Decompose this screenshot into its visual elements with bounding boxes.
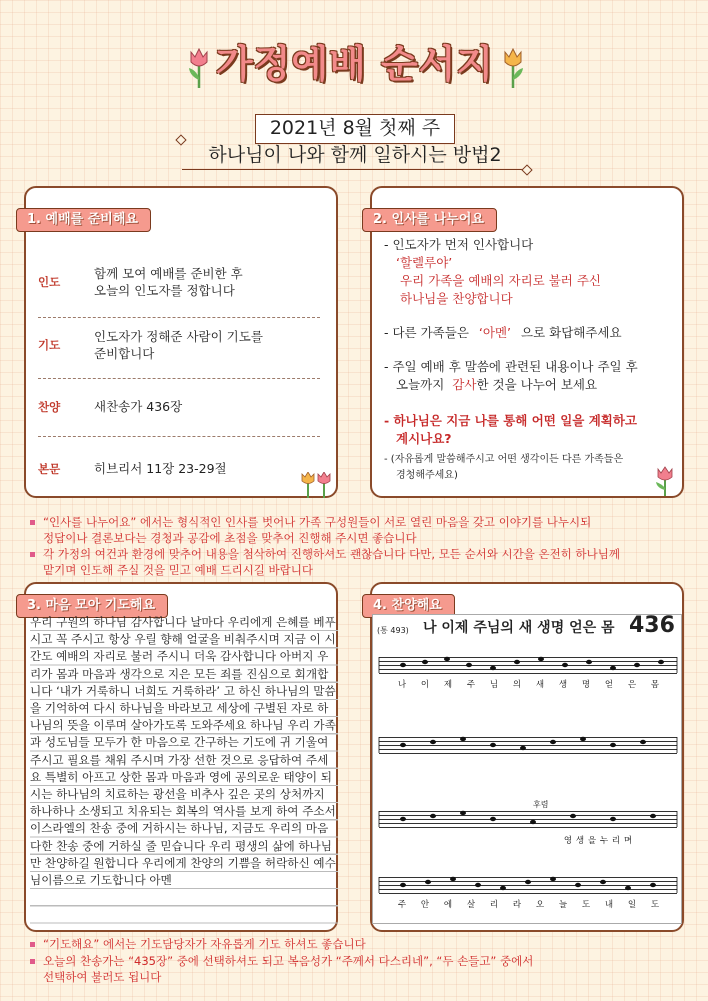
lyric-syllable: 은 <box>627 680 637 690</box>
row-label: 본문 <box>38 461 61 476</box>
lyric-syllable: 몸 <box>650 680 660 690</box>
note-text: 선택하여 불러도 됩니다 <box>43 970 162 984</box>
greeting-question: - 하나님은 지금 나를 통해 어떤 일을 계획하고 <box>384 413 638 428</box>
prepare-row <box>38 328 328 362</box>
music-notes <box>373 615 683 925</box>
lyric-syllable: 도 <box>650 900 660 910</box>
lyric-syllable: 제 <box>443 680 453 690</box>
bullet-icon <box>30 942 35 947</box>
lyric-syllable: 리 <box>611 836 621 846</box>
row-text: 오늘의 인도자를 정합니다 <box>94 283 235 298</box>
lyric-syllable: 내 <box>604 900 614 910</box>
greeting-hallelujah: ‘할렐루야’ <box>396 255 453 270</box>
lyric-syllable: 리 <box>489 900 499 910</box>
note-text: “기도해요” 에서는 기도담당자가 자유롭게 기도 하셔도 좋습니다 <box>43 937 366 951</box>
worship-theme: 하나님이 나와 함께 일하시는 방법2 <box>182 140 528 170</box>
row-text: 히브리서 11장 23-29절 <box>94 461 227 476</box>
greeting-text: - 다른 가족들은 <box>384 325 469 340</box>
tulip-icon <box>186 46 212 90</box>
row-text: 새찬송가 436장 <box>94 399 183 414</box>
thanks-highlight: 감사 <box>452 377 477 392</box>
lyric-syllable: 이 <box>420 680 430 690</box>
bullet-icon <box>30 552 35 557</box>
greeting-share-line: - 주일 예배 후 말씀에 관련된 내용이나 주일 후 <box>384 359 638 374</box>
greeting-note: 경청해주세요) <box>396 470 458 481</box>
amen-highlight: ‘아멘’ <box>478 325 512 340</box>
lyric-syllable: 며 <box>623 836 633 846</box>
greeting-text: 오늘까지 <box>396 377 445 392</box>
lyric-syllable: 얻 <box>604 680 614 690</box>
tulip-icon <box>654 466 676 496</box>
divider <box>38 317 320 318</box>
lyric-syllable: 생 <box>558 680 568 690</box>
note-text: 오늘의 찬송가는 “435장” 중에 선택하셔도 되고 복음성가 “주께서 다스리네”, “두 손들고” 중에서 <box>43 954 534 968</box>
hymn-title: 나 이제 주님의 새 생명 얻은 몸 <box>423 620 615 636</box>
divider <box>38 436 320 437</box>
worship-date: 2021년 8월 첫째 주 <box>255 114 455 144</box>
greeting-share-line <box>396 376 696 394</box>
lyric-syllable: 새 <box>535 680 545 690</box>
refrain-label: 후렴 <box>533 800 549 809</box>
prepare-row <box>38 265 328 299</box>
prepare-row <box>38 460 328 477</box>
section-hymn-tab: 4. 찬양해요 <box>362 594 455 618</box>
section-prayer-tab: 3. 마음 모아 기도해요 <box>16 594 168 618</box>
row-text: 준비합니다 <box>94 346 155 361</box>
lyric-syllable: 살 <box>466 900 476 910</box>
row-text: 인도자가 정해준 사람이 기도를 <box>94 329 263 344</box>
greeting-text: 한 것을 나누어 보세요 <box>476 377 598 392</box>
lyric-syllable: 늘 <box>558 900 568 910</box>
lyric-syllable: 님 <box>489 680 499 690</box>
hymn-ref: (통 493) <box>377 626 409 635</box>
lyric-syllable: 의 <box>512 680 522 690</box>
lyric-syllable: 명 <box>581 680 591 690</box>
hymn-number: 436 <box>629 613 675 638</box>
note-text: “인사를 나누어요” 에서는 형식적인 인사를 벗어나 가족 구성원들이 서로 열린 마음을 갖고 이야기를 나누시되 <box>43 515 592 529</box>
lyric-syllable: 오 <box>535 900 545 910</box>
row-label: 인도 <box>38 275 61 289</box>
lyric-syllable: 에 <box>443 900 453 910</box>
greeting-line: 하나님을 찬양합니다 <box>400 291 513 306</box>
lyric-syllable: 일 <box>627 900 637 910</box>
lyric-syllable: 생 <box>575 836 585 846</box>
lyric-syllable: 도 <box>581 900 591 910</box>
lyric-syllable: 나 <box>397 680 407 690</box>
row-label: 기도 <box>38 338 61 352</box>
greeting-line: 우리 가족을 예배의 자리로 불러 주신 <box>400 273 601 288</box>
divider <box>38 378 320 379</box>
note-text: 각 가정의 여건과 환경에 맞추어 내용을 첨삭하여 진행하셔도 괜찮습니다 다만, 모든 순서와 시간을 온전히 하나님께 <box>43 547 620 561</box>
tulip-icon <box>500 46 526 90</box>
note-text: 정답이나 결론보다는 경청과 공감에 초점을 맞추어 진행해 주시면 좋습니다 <box>43 531 417 545</box>
lyric-syllable: 안 <box>420 900 430 910</box>
note-text: 맡기며 인도해 주실 것을 믿고 예배 드리시길 바랍니다 <box>43 563 313 577</box>
greeting-note: - (자유롭게 말씀해주시고 어떤 생각이든 다른 가족들은 <box>384 454 624 465</box>
prayer-text: 우리 구원의 하나님 감사합니다 날마다 우리에게 은혜를 베푸시고 꼭 주시고 항상 우릴 향해 얼굴을 비춰주시며 지금 이 시간도 예배의 자리로 불러 주시니 더욱 감사합니다 아버지 우리가 몸과 마음과 생각으로 지은 모든 죄를 진심으로 회개합니다 ‘내가 거룩하니 너희도 거룩하라’ 고 하신 하나님의 말씀을 기억하여 다시 하나님을 바라보고 세상에 구별된 자로 하나님의 뜻을 이루며 살아가도록 도와주세요 하나님 우리 가족과 성도님들 모두가 한 마음으로 간구하는 기도에 귀 기울여 주시고 필요를 채워 주시며 가장 선한 것으로 응답하여 주세요 특별히 아프고 상한 몸과 마음과 영에 공의로운 태양이 되시는 하나님의 치료하는 광선을 비추사 깊은 곳의 상처까지 하나하나 소생되고 치유되는 회복의 역사를 보게 하여 주소서 이스라엘의 찬송 중에 거하시는 하나님, 지금도 우리의 마음 다한 찬송 중에 거하실 줄 믿습니다 우리 평생의 삶에 하나님만 찬양하길 원합니다 우리에게 찬양의 기쁨을 허락하신 예수님이름으로 기도합니다 아멘 <box>30 614 338 926</box>
bullet-icon <box>30 520 35 525</box>
lyric-syllable: 누 <box>599 836 609 846</box>
lyric-syllable: 영 <box>563 836 573 846</box>
section-greeting-tab: 2. 인사를 나누어요 <box>362 208 497 232</box>
hymn-sheet <box>372 614 682 924</box>
section-prepare-tab: 1. 예배를 준비해요 <box>16 208 151 232</box>
page-title: 가정예배 순서지 <box>215 42 495 86</box>
greeting-instruction: - 인도자가 먼저 인사합니다 <box>384 237 534 252</box>
greeting-text: 으로 화답해주세요 <box>521 325 622 340</box>
row-label: 찬양 <box>38 399 61 414</box>
lyric-syllable: 을 <box>587 836 597 846</box>
greeting-question: 계시나요? <box>396 431 452 446</box>
lyric-syllable: 주 <box>397 900 407 910</box>
lyric-syllable: 주 <box>466 680 476 690</box>
greeting-amen-line <box>384 324 684 342</box>
row-text: 함께 모여 예배를 준비한 후 <box>94 266 243 281</box>
lyric-syllable: 라 <box>512 900 522 910</box>
prepare-row <box>38 398 328 415</box>
bullet-icon <box>30 959 35 964</box>
tulips-icon <box>298 472 334 498</box>
